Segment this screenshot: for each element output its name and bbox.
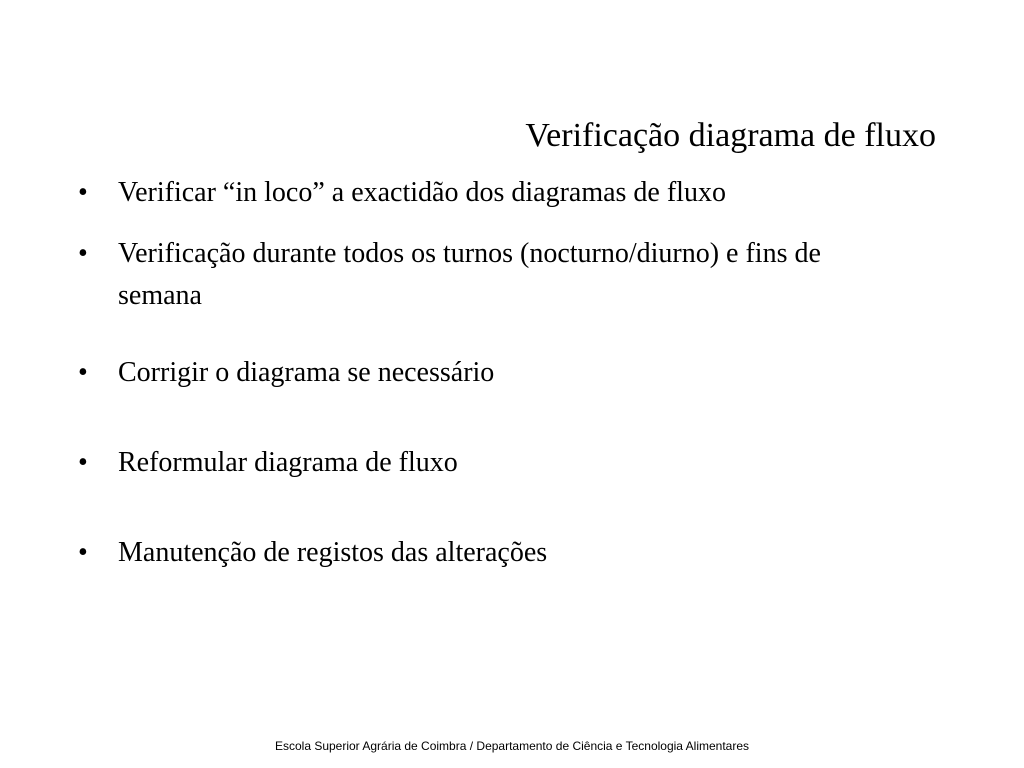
bullet-text: Verificação durante todos os turnos (nocturno/diurno) e fins de semana xyxy=(118,238,821,311)
bullet-dot: • xyxy=(78,357,88,388)
bullet-item xyxy=(78,233,908,317)
bullet-item xyxy=(78,532,908,574)
bullet-dot: • xyxy=(78,238,88,269)
bullet-text: Verificar “in loco” a exactidão dos diagramas de fluxo xyxy=(118,177,726,208)
bullet-text: Corrigir o diagrama se necessário xyxy=(118,357,495,388)
bullet-text: Reformular diagrama de fluxo xyxy=(118,447,458,478)
bullet-item xyxy=(78,352,908,394)
bullet-item xyxy=(78,172,908,214)
bullet-item xyxy=(78,442,908,484)
bullet-dot: • xyxy=(78,537,88,568)
bullet-text: Manutenção de registos das alterações xyxy=(118,537,548,568)
bullet-dot: • xyxy=(78,177,88,208)
slide-title: Verificação diagrama de fluxo xyxy=(525,117,936,154)
bullet-dot: • xyxy=(78,447,88,478)
slide-footer: Escola Superior Agrária de Coimbra / Departamento de Ciência e Tecnologia Alimentares xyxy=(274,739,750,753)
